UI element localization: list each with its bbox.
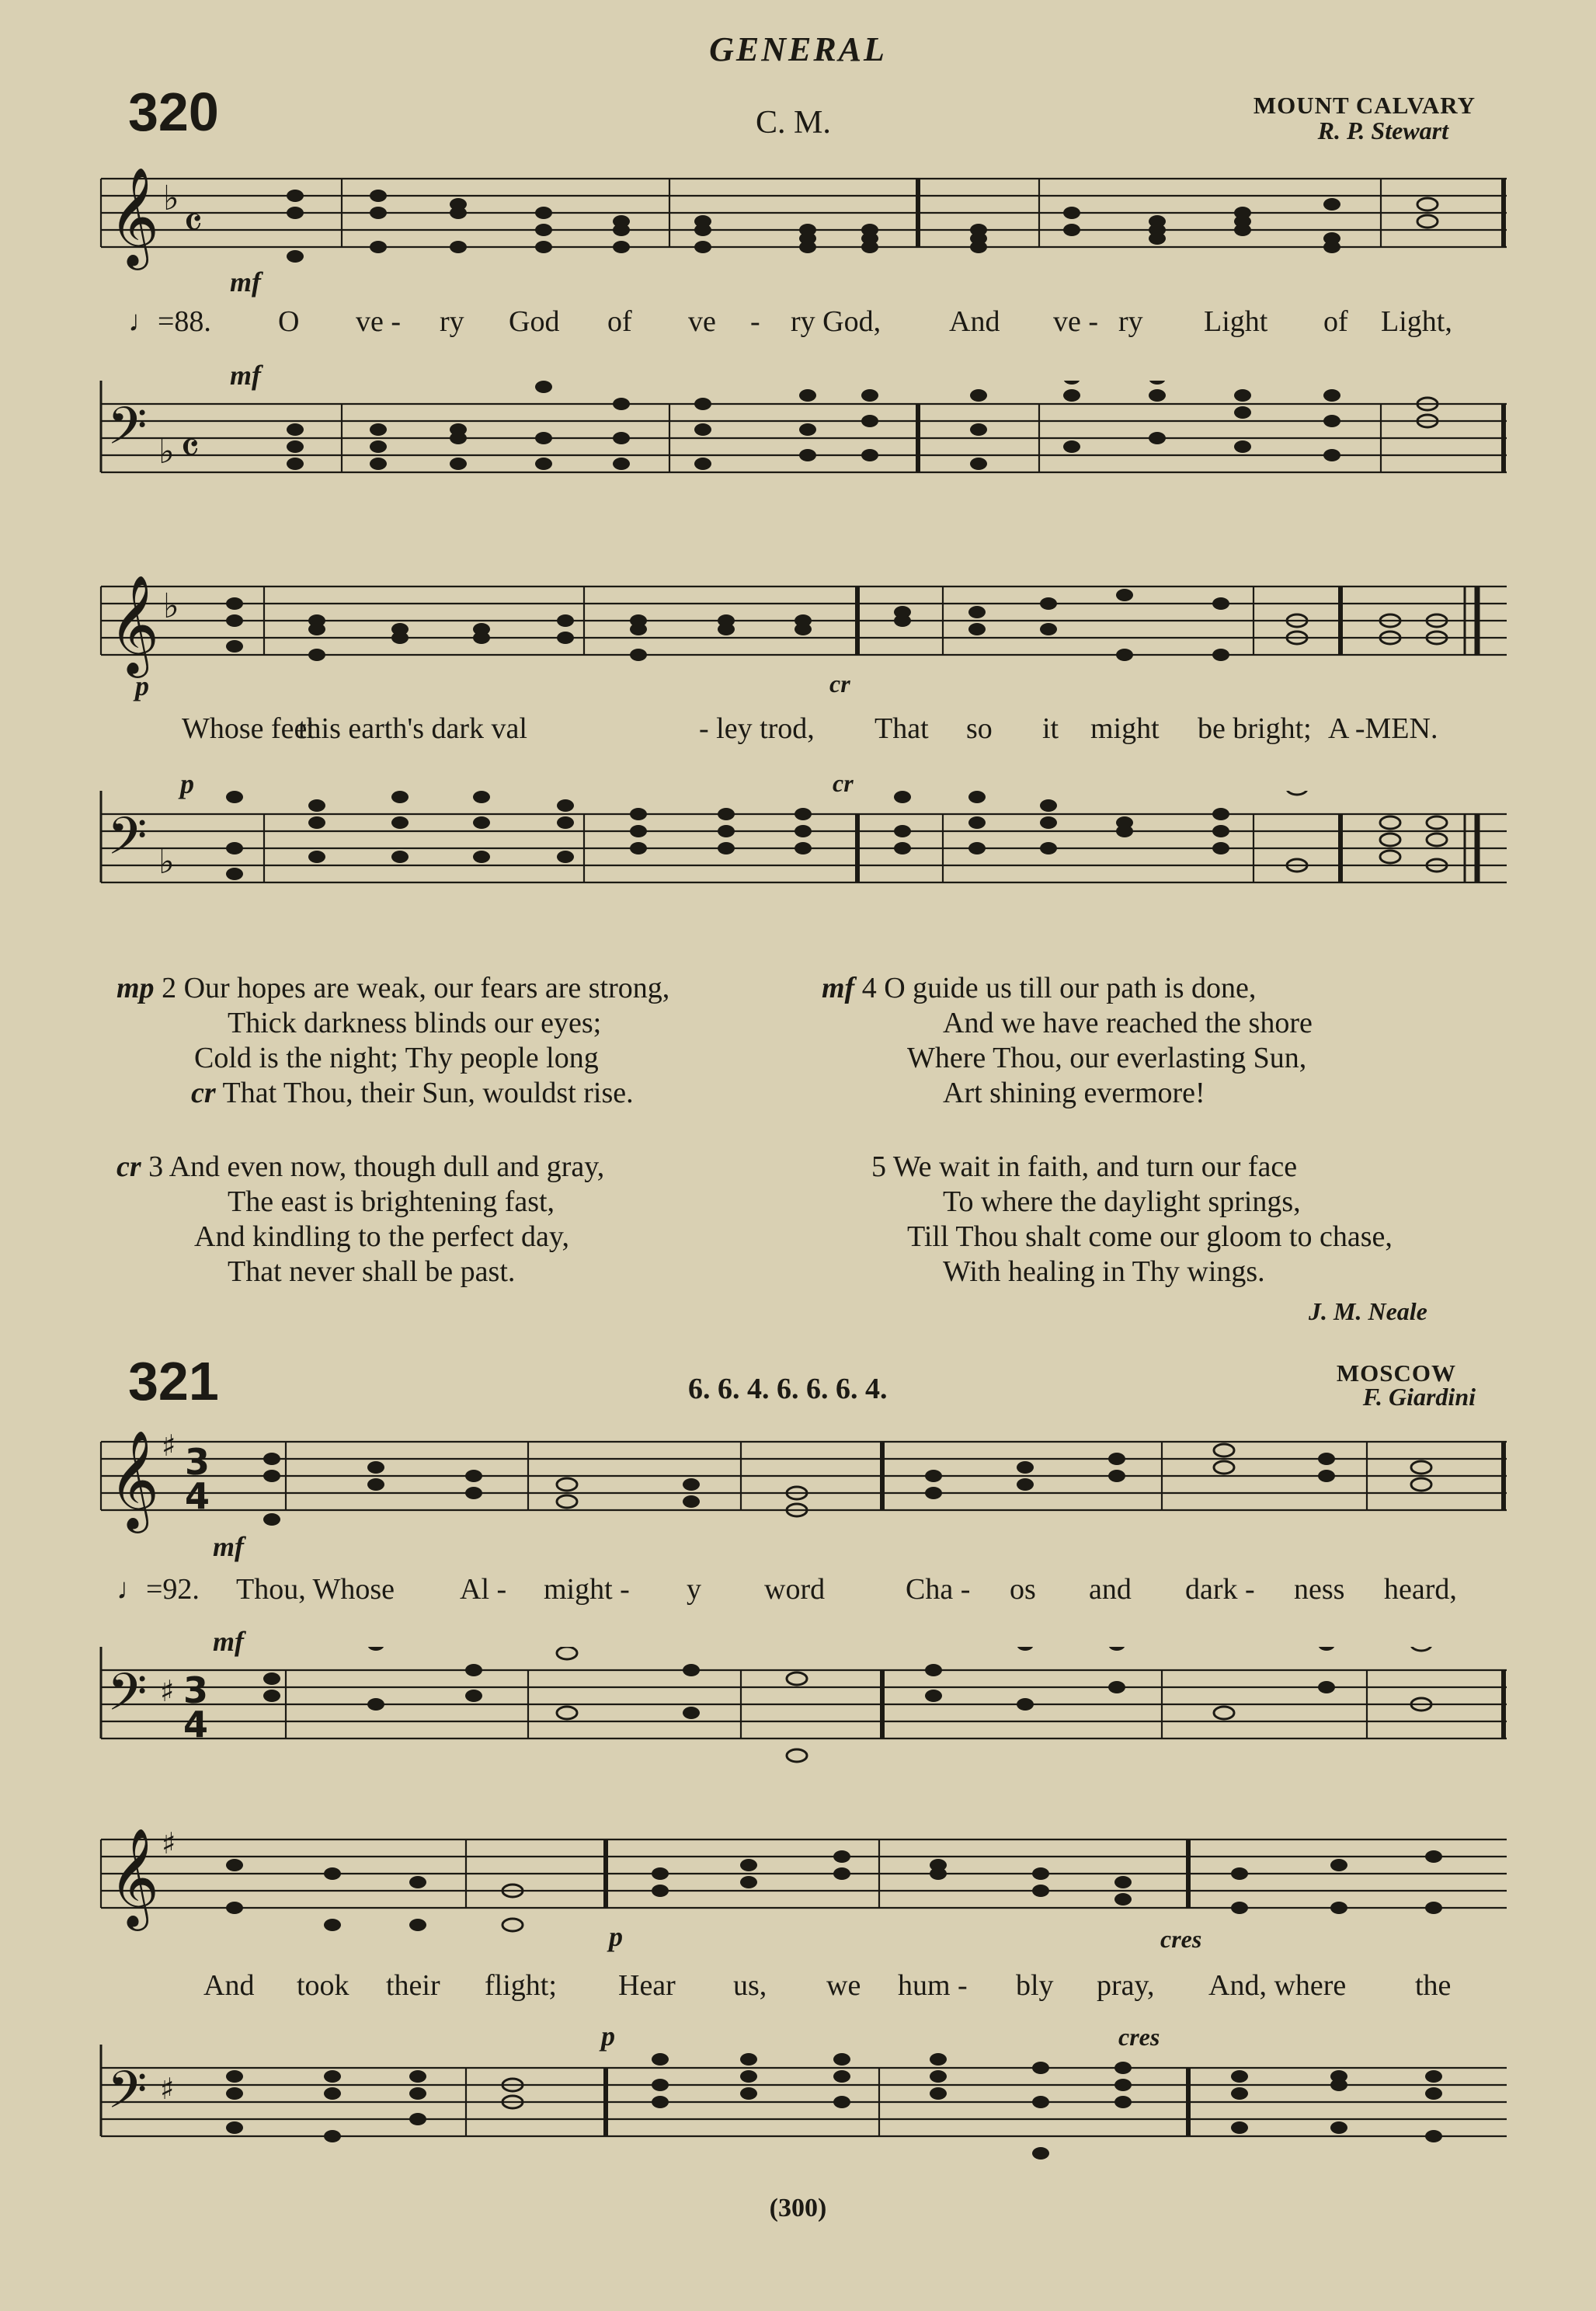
hymn-number-320: 320 bbox=[128, 82, 219, 142]
hymn-321-tempo: ♩=92. bbox=[116, 1573, 200, 1606]
page-number: (300) bbox=[769, 2194, 827, 2222]
hymn-320-s2-dynamic-bass: p bbox=[180, 768, 194, 799]
hymn-320-system2-bass-staff bbox=[0, 791, 1596, 915]
stanza-number: 4 bbox=[861, 972, 877, 1004]
stanza-3 bbox=[116, 1150, 604, 1289]
hymn-320-tempo: ♩=88. bbox=[128, 305, 211, 338]
lyric: might - bbox=[544, 1573, 630, 1606]
stanza-number: 5 bbox=[871, 1150, 886, 1183]
sharp-icon: ♯ bbox=[160, 1674, 175, 1708]
hymn-321-system2-bass-staff bbox=[0, 2045, 1596, 2169]
time-sig-bottom: 4 bbox=[183, 1704, 209, 1745]
running-head: GENERAL bbox=[709, 30, 887, 68]
lyric: ness bbox=[1294, 1573, 1345, 1606]
lyric: might bbox=[1090, 712, 1160, 745]
hymn-320-tune-name: MOUNT CALVARY bbox=[1253, 92, 1476, 119]
stanza-line: And even now, though dull and gray, bbox=[169, 1150, 605, 1183]
sharp-icon: ♯ bbox=[160, 2072, 175, 2106]
stanza-line: Art shining evermore! bbox=[943, 1077, 1205, 1109]
lyric: of bbox=[1323, 305, 1348, 338]
bass-clef-icon: 𝄢 bbox=[107, 1662, 148, 1735]
lyric: it bbox=[1042, 712, 1059, 745]
tempo-value: =92. bbox=[146, 1573, 200, 1606]
hymn-320-author: J. M. Neale bbox=[1309, 1297, 1427, 1325]
stanza-line: To where the daylight springs, bbox=[943, 1185, 1301, 1218]
hymn-320-system1-treble-notes bbox=[287, 190, 1438, 263]
time-sig-bottom: 4 bbox=[185, 1475, 210, 1517]
stanza-line: Thick darkness blinds our eyes; bbox=[228, 1007, 602, 1039]
hymn-320-system2-treble-notes bbox=[226, 589, 1447, 661]
stanza-2 bbox=[116, 971, 669, 1111]
lyric: the bbox=[1415, 1969, 1452, 2002]
treble-clef-icon: 𝄞 bbox=[109, 166, 160, 266]
stanza-number: 3 bbox=[148, 1150, 164, 1183]
lyric: their bbox=[386, 1969, 440, 2002]
lyric: hum - bbox=[898, 1969, 968, 2002]
lyric: Thou, Whose bbox=[236, 1573, 395, 1606]
dynamic-mark: mf bbox=[822, 972, 855, 1004]
time-sig-top: 3 bbox=[185, 1441, 210, 1483]
hymn-321-s2-dynamic-cres: cres bbox=[1160, 1925, 1202, 1953]
lyric: we bbox=[826, 1969, 861, 2002]
lyric: of bbox=[607, 305, 632, 338]
sharp-icon: ♯ bbox=[162, 1826, 176, 1860]
hymn-321-s2-dynamic-bass: p bbox=[601, 2020, 615, 2052]
tempo-value: =88. bbox=[158, 305, 211, 338]
dynamic-mark: mp bbox=[116, 972, 155, 1004]
treble-clef-icon: 𝄞 bbox=[109, 574, 160, 673]
common-time-icon: 𝄴 bbox=[180, 423, 200, 474]
lyric: - bbox=[750, 305, 760, 338]
lyric: took bbox=[297, 1969, 349, 2002]
hymn-321-s1-dynamic-bass: mf bbox=[213, 1626, 244, 1657]
hymn-320-s2-dynamic-treble: p bbox=[135, 670, 149, 701]
lyric: A -MEN. bbox=[1328, 712, 1438, 745]
bass-clef-icon: 𝄢 bbox=[107, 2060, 148, 2132]
stanza-line: That never shall be past. bbox=[228, 1255, 516, 1288]
lyric: word bbox=[764, 1573, 826, 1606]
lyric: Whose feet bbox=[182, 712, 315, 745]
flat-icon: ♭ bbox=[158, 432, 175, 472]
hymn-320-s1-dynamic-bass: mf bbox=[230, 360, 261, 391]
lyric: Cha - bbox=[906, 1573, 971, 1606]
lyric: so bbox=[966, 712, 993, 745]
stanza-line: And kindling to the perfect day, bbox=[194, 1220, 569, 1253]
sharp-icon: ♯ bbox=[162, 1429, 176, 1463]
lyric: ry bbox=[1118, 305, 1143, 338]
hymn-320-system2-treble-staff bbox=[0, 563, 1596, 687]
lyric: ry bbox=[440, 305, 464, 338]
lyric: y bbox=[687, 1573, 701, 1606]
hymn-320-system2-bass-notes bbox=[226, 791, 1447, 880]
bass-clef-icon: 𝄢 bbox=[107, 806, 148, 879]
lyric: ry God, bbox=[791, 305, 881, 338]
hymn-321-tune-name: MOSCOW bbox=[1336, 1359, 1456, 1387]
lyric: this earth's dark val bbox=[298, 712, 527, 745]
lyric: bly bbox=[1016, 1969, 1054, 2002]
flat-icon: ♭ bbox=[163, 179, 179, 218]
stanza-5 bbox=[871, 1150, 1393, 1289]
hymn-321-system1-treble-notes bbox=[263, 1444, 1431, 1526]
hymn-320-system1-bass-notes bbox=[287, 381, 1438, 470]
hymn-321-s2-dynamic-treble: p bbox=[609, 1921, 623, 1952]
stanza-number: 2 bbox=[162, 972, 177, 1004]
lyric: Light bbox=[1204, 305, 1268, 338]
treble-clef-icon: 𝄞 bbox=[109, 1827, 160, 1926]
flat-icon: ♭ bbox=[158, 842, 175, 882]
lyric: - ley trod, bbox=[699, 712, 815, 745]
hymn-321-system2-bass-notes bbox=[226, 2053, 1442, 2160]
hymn-320-system1-bass-staff bbox=[0, 381, 1596, 505]
lyric: And bbox=[949, 305, 1000, 338]
hymn-320-s2-dynamic-cr: cr bbox=[829, 670, 850, 698]
lyric: ve - bbox=[356, 305, 402, 338]
hymn-321-system1-bass-staff bbox=[0, 1647, 1596, 1771]
stanza-line: Till Thou shalt come our gloom to chase, bbox=[907, 1220, 1393, 1253]
lyric: That bbox=[874, 712, 929, 745]
lyric: be bright; bbox=[1198, 712, 1312, 745]
stanza-line: That Thou, their Sun, wouldst rise. bbox=[222, 1077, 634, 1109]
hymn-321-system1-treble-staff bbox=[0, 1418, 1596, 1543]
lyric: and bbox=[1089, 1573, 1132, 1606]
hymn-320-s2-dynamic-bass-cr: cr bbox=[833, 769, 854, 797]
stanza-line: We wait in faith, and turn our face bbox=[892, 1150, 1298, 1183]
lyric: God bbox=[509, 305, 560, 338]
lyric: And, where bbox=[1208, 1969, 1347, 2002]
hymn-320-system1-treble-staff bbox=[0, 155, 1596, 280]
lyric: os bbox=[1010, 1573, 1036, 1606]
lyric: us, bbox=[733, 1969, 767, 2002]
hymn-320-s1-dynamic-treble: mf bbox=[230, 266, 261, 298]
stanza-line: O guide us till our path is done, bbox=[884, 972, 1257, 1004]
lyric: Hear bbox=[618, 1969, 676, 2002]
hymn-320-composer: R. P. Stewart bbox=[1317, 117, 1448, 144]
hymn-321-s2-dynamic-bass-cres: cres bbox=[1118, 2023, 1160, 2051]
hymn-number-321: 321 bbox=[128, 1351, 219, 1411]
hymn-320-meter: C. M. bbox=[756, 105, 831, 141]
lyric: And bbox=[203, 1969, 255, 2002]
lyric: Al - bbox=[460, 1573, 507, 1606]
stanza-4 bbox=[822, 971, 1313, 1111]
flat-icon: ♭ bbox=[163, 586, 179, 626]
stanza-line: Cold is the night; Thy people long bbox=[194, 1042, 599, 1074]
hymn-321-composer: F. Giardini bbox=[1362, 1383, 1476, 1411]
stanza-line: And we have reached the shore bbox=[943, 1007, 1313, 1039]
lyric: pray, bbox=[1097, 1969, 1155, 2002]
hymn-321-s1-dynamic-treble: mf bbox=[213, 1531, 244, 1562]
lyric: Light, bbox=[1381, 305, 1452, 338]
lyric: ve - bbox=[1053, 305, 1099, 338]
bass-clef-icon: 𝄢 bbox=[107, 396, 148, 468]
lyric: O bbox=[278, 305, 300, 338]
treble-clef-icon: 𝄞 bbox=[109, 1429, 160, 1529]
lyric: dark - bbox=[1185, 1573, 1255, 1606]
lyric: flight; bbox=[485, 1969, 557, 2002]
dynamic-mark: cr bbox=[191, 1077, 216, 1109]
stanza-line: With healing in Thy wings. bbox=[943, 1255, 1265, 1288]
common-time-icon: 𝄴 bbox=[183, 198, 203, 249]
stanza-line: Where Thou, our everlasting Sun, bbox=[907, 1042, 1307, 1074]
lyric: ve bbox=[688, 305, 716, 338]
dynamic-mark: cr bbox=[116, 1150, 141, 1183]
stanza-line: Our hopes are weak, our fears are strong, bbox=[183, 972, 670, 1004]
hymn-321-system2-treble-staff bbox=[0, 1816, 1596, 1940]
time-sig-top: 3 bbox=[183, 1669, 209, 1711]
lyric: heard, bbox=[1384, 1573, 1457, 1606]
stanza-line: The east is brightening fast, bbox=[228, 1185, 555, 1218]
hymn-321-meter: 6. 6. 4. 6. 6. 6. 4. bbox=[688, 1373, 888, 1405]
